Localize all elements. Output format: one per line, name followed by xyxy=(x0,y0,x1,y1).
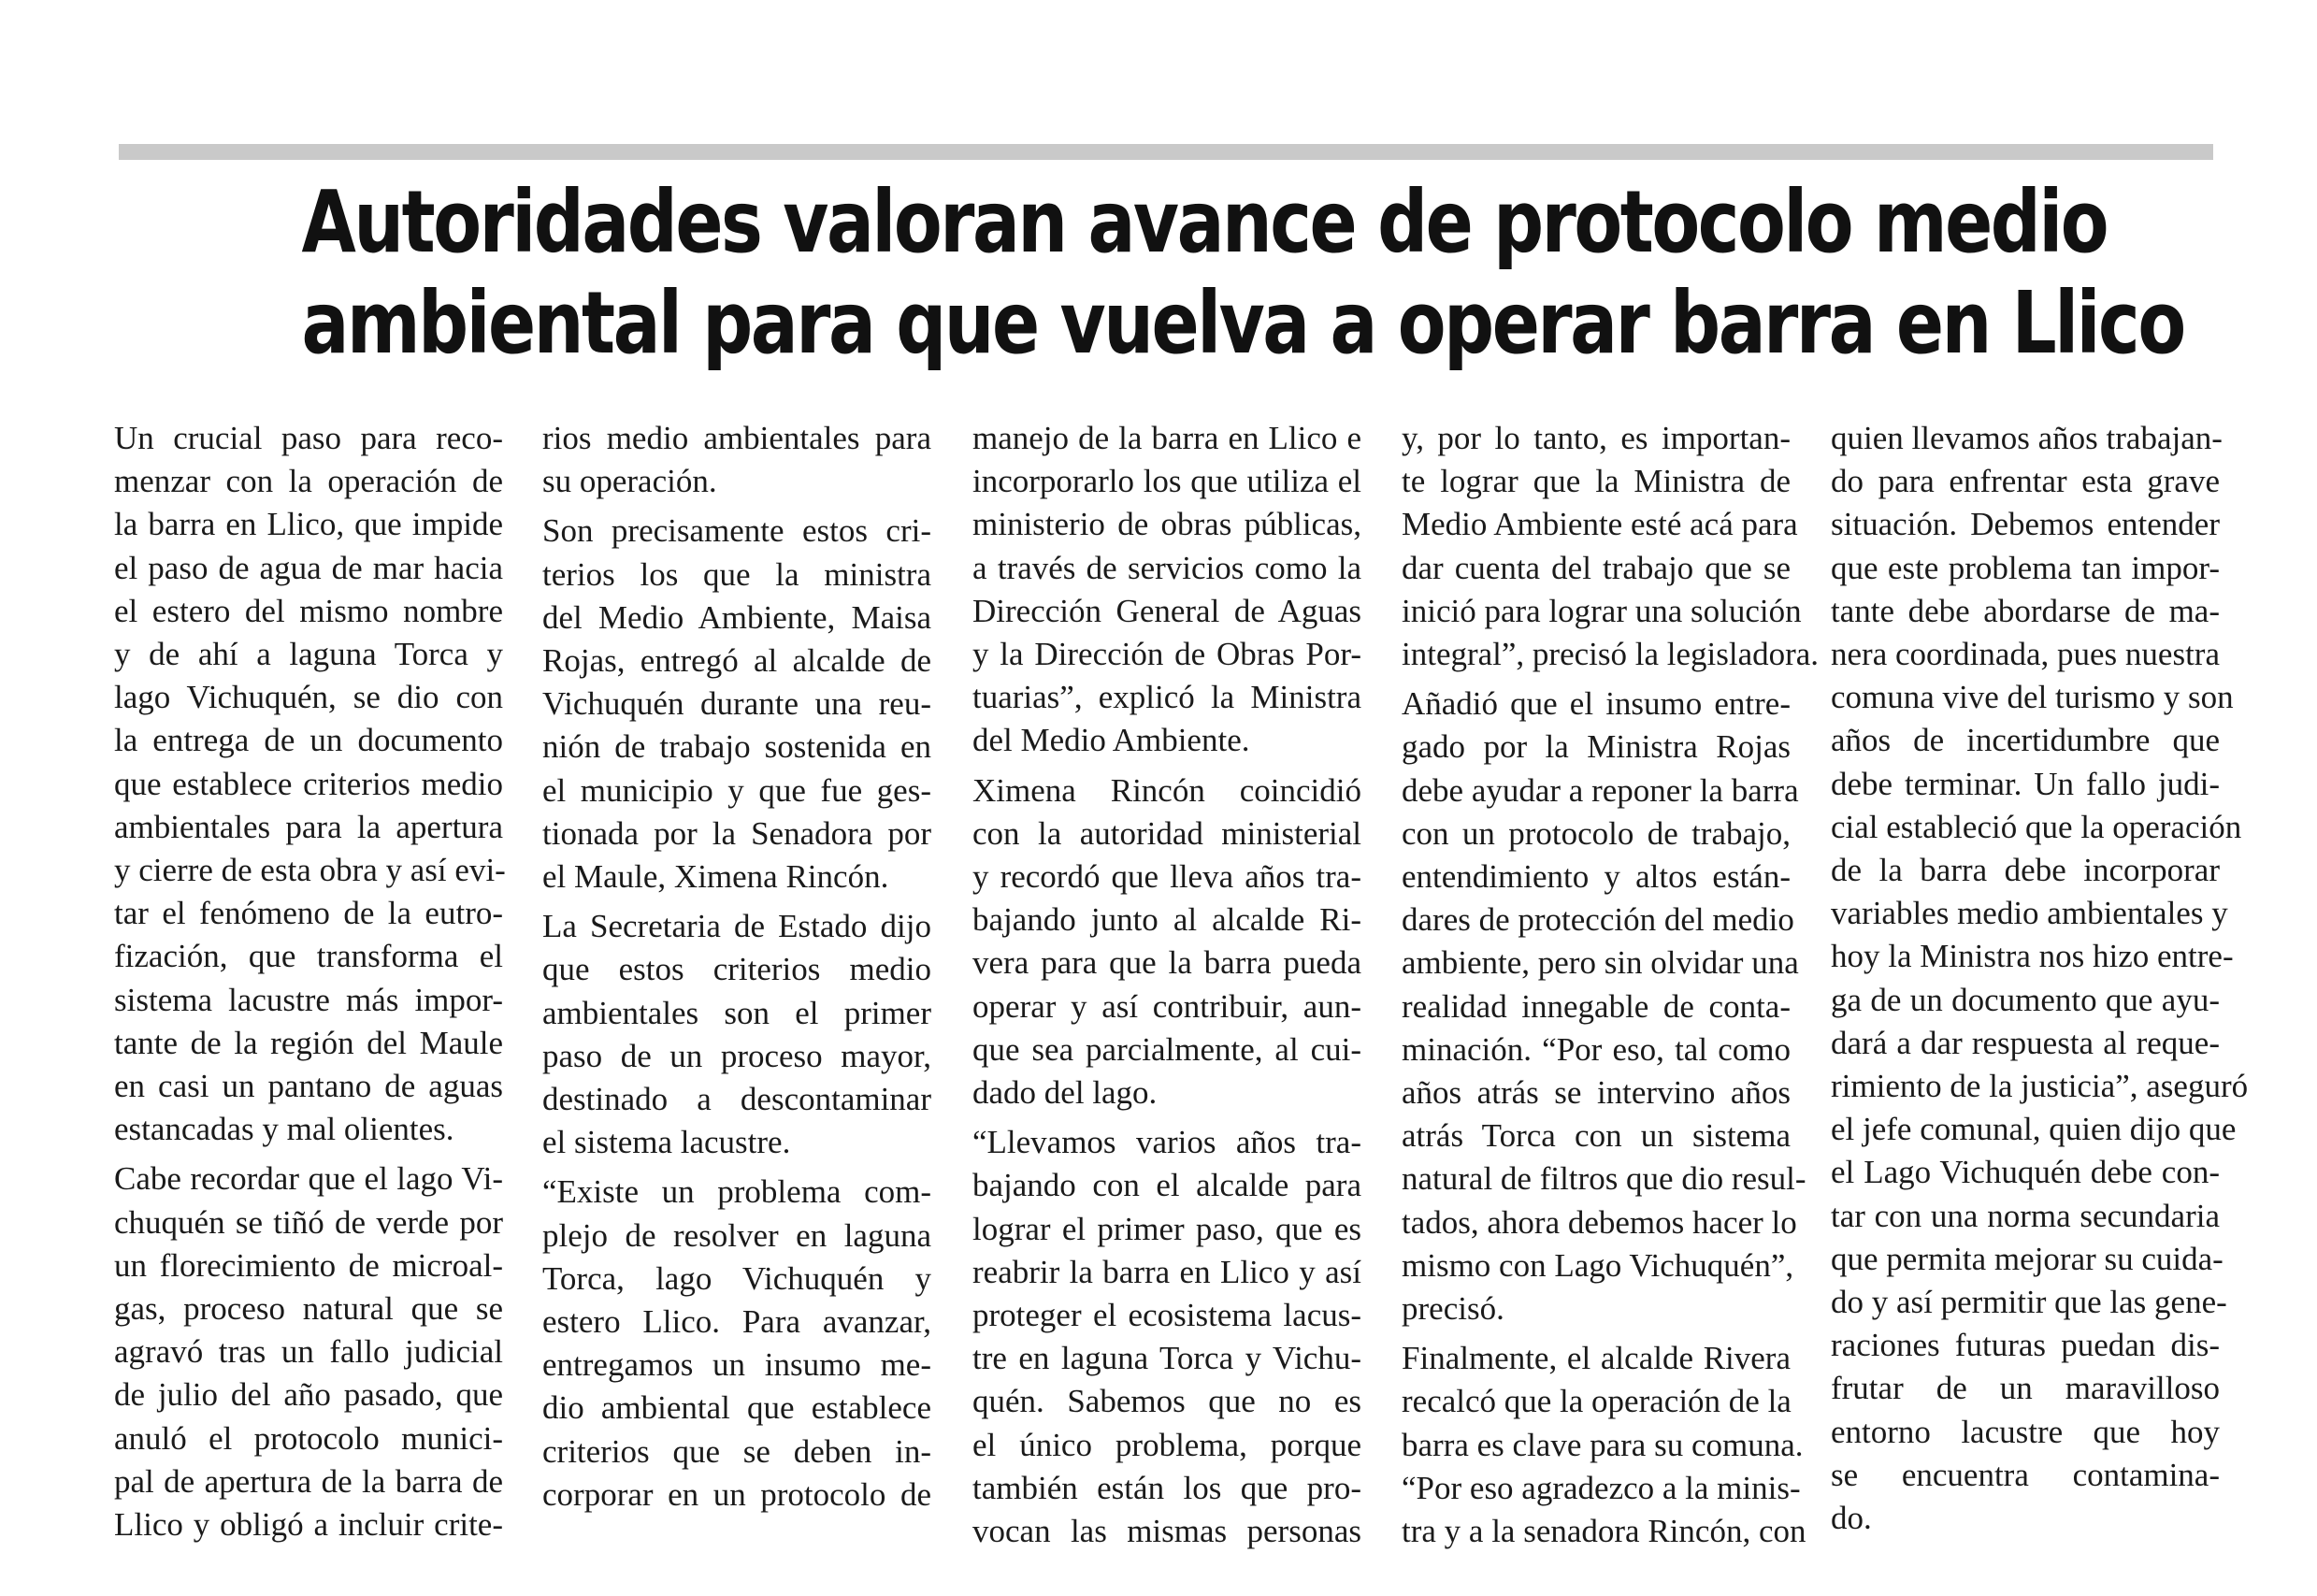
text-line: paso de un proceso mayor, xyxy=(542,1037,931,1074)
text-line: y, por lo tanto, es importan- xyxy=(1402,420,1791,456)
text-line: mismo con Lago Vichuquén”, xyxy=(1402,1246,1794,1284)
text-line: quien llevamos años trabajan- xyxy=(1831,420,2223,456)
text-line: Finalmente, el alcalde Rivera xyxy=(1402,1340,1791,1377)
paragraph xyxy=(1402,1337,1806,1553)
text-line: situación. Debemos entender xyxy=(1831,506,2220,543)
text-line: Ximena Rincón coincidió xyxy=(972,771,1361,809)
text-line: realidad innegable de conta- xyxy=(1402,987,1791,1025)
text-line: que estos criterios medio xyxy=(542,951,931,988)
text-line: se encuentra contamina- xyxy=(1831,1456,2220,1493)
paragraph xyxy=(972,769,1361,1115)
text-line: comuna vive del turismo y son xyxy=(1831,679,2234,716)
text-line: ambiente, pero sin olvidar una xyxy=(1402,944,1799,982)
text-line: que permita mejorar su cuida- xyxy=(1831,1240,2223,1277)
text-line: años atrás se intervino años xyxy=(1402,1074,1791,1112)
text-line: “Existe un problema com- xyxy=(542,1173,931,1211)
text-line: Torca, lago Vichuquén y xyxy=(542,1259,931,1297)
text-line: un florecimiento de microal- xyxy=(114,1246,503,1284)
text-line: corporar en un protocolo de xyxy=(542,1475,931,1513)
text-line: Vichuquén durante una reu- xyxy=(542,685,931,723)
text-line: quén. Sabemos que no es xyxy=(972,1383,1361,1420)
paragraph xyxy=(542,905,931,1164)
text-line: atrás Torca con un sistema xyxy=(1402,1117,1791,1155)
text-line: dar cuenta del trabajo que se xyxy=(1402,549,1791,586)
text-line: tre en laguna Torca y Vichu- xyxy=(972,1340,1361,1377)
text-line: proteger el ecosistema lacus- xyxy=(972,1297,1361,1334)
text-line: ga de un documento que ayu- xyxy=(1831,981,2220,1018)
text-line: Añadió que el insumo entre- xyxy=(1402,685,1791,723)
text-line: el jefe comunal, quien dijo que xyxy=(1831,1111,2237,1148)
text-line: dio ambiental que establece xyxy=(542,1389,931,1427)
column-2 xyxy=(542,417,931,1523)
text-line: operar y así contribuir, aun- xyxy=(972,987,1361,1025)
text-line: el paso de agua de mar hacia xyxy=(114,549,503,586)
text-line: hoy la Ministra nos hizo entre- xyxy=(1831,938,2234,975)
text-line: debe terminar. Un fallo judi- xyxy=(1831,765,2220,802)
text-line: su operación. xyxy=(542,463,717,500)
text-line: con la autoridad ministerial xyxy=(972,814,1361,852)
text-line: la barra en Llico, que impide xyxy=(114,506,503,543)
text-line: do y así permitir que las gene- xyxy=(1831,1284,2227,1321)
paragraph xyxy=(1402,683,1806,1330)
text-line: fización, que transforma el xyxy=(114,938,503,975)
text-line: el Maule, Ximena Rincón. xyxy=(542,858,889,896)
text-line: nera coordinada, pues nuestra xyxy=(1831,636,2220,673)
text-line: debe ayudar a reponer la barra xyxy=(1402,771,1799,809)
text-line: del Medio Ambiente, Maisa xyxy=(542,598,931,636)
text-line: pal de apertura de la barra de xyxy=(114,1462,503,1500)
text-line: integral”, precisó la legisladora. xyxy=(1402,636,1820,673)
text-line: años de incertidumbre que xyxy=(1831,722,2220,759)
text-line: tar el fenómeno de la eutro- xyxy=(114,895,503,932)
headline-line-2: ambiental para que vuelva a operar barra en Llico xyxy=(301,273,2184,373)
text-line: entendimiento y altos están- xyxy=(1402,858,1791,896)
paragraph xyxy=(972,417,1361,763)
text-line: ambientales son el primer xyxy=(542,994,931,1031)
text-line: criterios que se deben in- xyxy=(542,1432,931,1470)
column-3 xyxy=(972,417,1361,1560)
text-line: tar con una norma secundaria xyxy=(1831,1197,2220,1234)
text-line: incorporarlo los que utiliza el xyxy=(972,463,1361,500)
text-line: Rojas, entregó al alcalde de xyxy=(542,642,931,680)
text-line: en casi un pantano de aguas xyxy=(114,1068,503,1105)
text-line: Un crucial paso para reco- xyxy=(114,420,503,456)
text-line: “Por eso agradezco a la minis- xyxy=(1402,1469,1801,1506)
paragraph xyxy=(1831,417,2249,1540)
text-line: chuquén se tiñó de verde por xyxy=(114,1203,503,1241)
text-line: recalcó que la operación de la xyxy=(1402,1383,1792,1420)
text-line: barra es clave para su comuna. xyxy=(1402,1426,1804,1463)
text-line: natural de filtros que dio resul- xyxy=(1402,1160,1806,1198)
text-line: y cierre de esta obra y así evi- xyxy=(114,852,506,889)
text-line: Medio Ambiente esté acá para xyxy=(1402,506,1798,543)
paragraph xyxy=(972,1121,1361,1553)
text-line: agravó tras un fallo judicial xyxy=(114,1333,503,1371)
text-line: el estero del mismo nombre xyxy=(114,592,503,629)
text-line: reabrir la barra en Llico y así xyxy=(972,1253,1361,1290)
text-line: que este problema tan impor- xyxy=(1831,549,2220,586)
text-line: Cabe recordar que el lago Vi- xyxy=(114,1160,503,1198)
text-line: lograr el primer paso, que es xyxy=(972,1210,1361,1247)
text-line: bajando con el alcalde para xyxy=(972,1167,1361,1204)
text-line: entorno lacustre que hoy xyxy=(1831,1413,2220,1450)
text-line: dará a dar respuesta al reque- xyxy=(1831,1024,2220,1061)
text-line: sistema lacustre más impor- xyxy=(114,981,503,1018)
text-line: gas, proceso natural que se xyxy=(114,1290,503,1328)
text-line: cial estableció que la operación xyxy=(1831,808,2242,845)
text-line: que sea parcialmente, al cui- xyxy=(972,1030,1361,1068)
text-line: lago Vichuquén, se dio con xyxy=(114,679,503,716)
text-line: Llico y obligó a incluir crite- xyxy=(114,1506,503,1544)
paragraph xyxy=(542,510,931,899)
text-line: variables medio ambientales y xyxy=(1831,895,2228,932)
text-line: vocan las mismas personas xyxy=(972,1513,1361,1550)
text-line: anuló el protocolo munici- xyxy=(114,1419,503,1457)
text-line: do. xyxy=(1831,1500,1872,1537)
text-line: Son precisamente estos cri- xyxy=(542,512,931,550)
text-line: manejo de la barra en Llico e xyxy=(972,420,1361,456)
headline xyxy=(301,172,2184,374)
text-line: el Lago Vichuquén debe con- xyxy=(1831,1154,2220,1191)
text-line: tante debe abordarse de ma- xyxy=(1831,592,2220,629)
text-line: rimiento de la justicia”, aseguró xyxy=(1831,1068,2249,1105)
text-line: tra y a la senadora Rincón, con xyxy=(1402,1513,1806,1550)
text-line: de julio del año pasado, que xyxy=(114,1376,503,1414)
text-line: do para enfrentar esta grave xyxy=(1831,463,2220,500)
column-4 xyxy=(1402,417,1820,1560)
text-line: con un protocolo de trabajo, xyxy=(1402,814,1791,852)
text-line: del Medio Ambiente. xyxy=(972,722,1250,759)
text-line: “Llevamos varios años tra- xyxy=(972,1124,1361,1161)
text-line: tuarias”, explicó la Ministra xyxy=(972,679,1361,716)
text-line: La Secretaria de Estado dijo xyxy=(542,908,931,945)
headline-line-1: Autoridades valoran avance de protocolo medio xyxy=(301,172,2108,272)
text-line: plejo de resolver en laguna xyxy=(542,1216,931,1254)
text-line: bajando junto al alcalde Ri- xyxy=(972,901,1361,939)
paragraph xyxy=(114,417,506,1151)
text-line: el sistema lacustre. xyxy=(542,1124,791,1161)
text-line: menzar con la operación de xyxy=(114,463,503,500)
text-line: terios los que la ministra xyxy=(542,555,931,593)
text-line: ambientales para la apertura xyxy=(114,808,503,845)
text-line: el municipio y que fue ges- xyxy=(542,771,931,809)
text-line: y de ahí a laguna Torca y xyxy=(114,636,503,673)
article-body xyxy=(114,417,2249,1590)
text-line: nión de trabajo sostenida en xyxy=(542,728,931,766)
text-line: Dirección General de Aguas xyxy=(972,592,1361,629)
column-1 xyxy=(114,417,506,1553)
text-line: también están los que pro- xyxy=(972,1469,1361,1506)
text-line: tionada por la Senadora por xyxy=(542,814,931,852)
text-line: frutar de un maravilloso xyxy=(1831,1370,2220,1407)
text-line: y la Dirección de Obras Por- xyxy=(972,636,1361,673)
text-line: a través de servicios como la xyxy=(972,549,1361,586)
text-line: dado del lago. xyxy=(972,1074,1158,1112)
paragraph xyxy=(542,417,931,503)
text-line: precisó. xyxy=(1402,1290,1504,1328)
paragraph xyxy=(114,1157,503,1546)
text-line: entregamos un insumo me- xyxy=(542,1346,931,1384)
text-line: la entrega de un documento xyxy=(114,722,503,759)
text-line: y recordó que lleva años tra- xyxy=(972,858,1361,896)
text-line: destinado a descontaminar xyxy=(542,1081,931,1118)
text-line: estancadas y mal olientes. xyxy=(114,1111,454,1148)
text-line: ministerio de obras públicas, xyxy=(972,506,1361,543)
text-line: raciones futuras puedan dis- xyxy=(1831,1327,2220,1364)
text-line: tados, ahora debemos hacer lo xyxy=(1402,1203,1797,1241)
text-line: estero Llico. Para avanzar, xyxy=(542,1303,931,1341)
text-line: gado por la Ministra Rojas xyxy=(1402,728,1791,766)
paragraph xyxy=(1402,417,1820,676)
text-line: vera para que la barra pueda xyxy=(972,944,1361,982)
text-line: inició para lograr una solución xyxy=(1402,592,1802,629)
text-line: de la barra debe incorporar xyxy=(1831,852,2220,889)
text-line: tante de la región del Maule xyxy=(114,1024,503,1061)
text-line: minación. “Por eso, tal como xyxy=(1402,1030,1791,1068)
text-line: que establece criterios medio xyxy=(114,765,503,802)
text-line: el único problema, porque xyxy=(972,1426,1361,1463)
text-line: te lograr que la Ministra de xyxy=(1402,463,1791,500)
column-5 xyxy=(1831,417,2249,1546)
top-rule xyxy=(119,144,2213,160)
text-line: dares de protección del medio xyxy=(1402,901,1794,939)
text-line: rios medio ambientales para xyxy=(542,420,931,456)
paragraph xyxy=(542,1171,931,1517)
